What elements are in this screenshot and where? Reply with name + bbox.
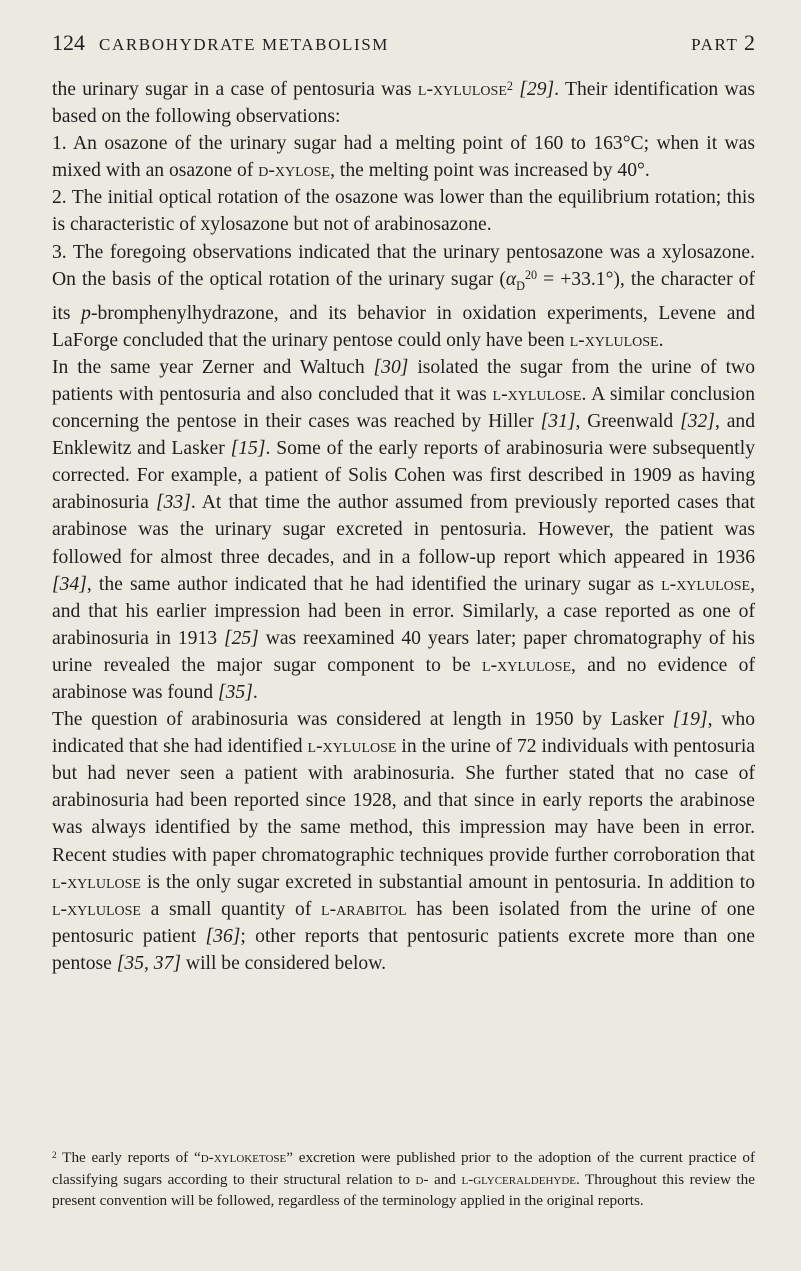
text-run: . Throughout this review the present convention will be followed, regardless of the terminology applied in the original reports. — [52, 1170, 755, 1209]
text-run: . Some of the early reports of arabinosuria were subsequently corrected. For example, a patient of Solis Cohen was first described in 1909 as having arabinosuria — [52, 438, 755, 514]
text-run: isolated the sugar from the urine of two patients with pentosuria and also concluded that it was — [52, 356, 755, 405]
chemical-name: l-xylulose — [307, 736, 397, 758]
text-run: and — [428, 1170, 462, 1188]
text-run: The question of arabinosuria was considered at length in 1950 by Lasker — [52, 709, 673, 731]
text-run: will be considered below. — [181, 952, 386, 974]
text-run: , the same author indicated that he had identified the urinary sugar as — [86, 573, 662, 595]
chemical-name: d- — [415, 1170, 429, 1188]
citation-ref: [36] — [205, 925, 241, 947]
chemical-name: d-xyloketose — [200, 1149, 287, 1166]
text-run: -bromphenylhydrazone, and its behavior in oxidation experiments, Levene and LaForge concluded that the urinary pentose could only have been — [52, 302, 755, 351]
paragraph-lasker — [52, 706, 755, 977]
citation-ref: [35] — [217, 681, 253, 703]
chemical-name: d-xylose — [258, 160, 331, 182]
part-number: 2 — [744, 30, 755, 55]
superscript-20: 20 — [524, 268, 538, 283]
text-run: . Their identification was based on the following observations: — [52, 79, 756, 128]
chemical-name: l-xylulose — [492, 383, 582, 405]
text-run: 2. The initial optical rotation of the osazone was lower than the equilibrium rotation; this is characteristic of xylosazone but not of arabinosazone. — [52, 187, 755, 236]
citation-ref: [33] — [155, 492, 191, 514]
subscript-d: D — [516, 278, 525, 293]
text-run: , Greenwald — [575, 411, 681, 433]
text-run: in the urine of 72 individuals with pentosuria but had never seen a patient with arabinosuria. She further stated that no case of arabinosuria had been reported since 1928, and that since in early reports the arabinose was always identified by the same method, this impression may have been in error. Recent studies with paper chromatographic techniques provide further corroboration that — [52, 736, 755, 866]
text-run: . — [252, 681, 258, 703]
text-run: ” excretion were published prior to the adoption of the current practice of classifying sugars according to their structural relation to — [52, 1149, 756, 1188]
paragraph-intro — [52, 76, 755, 130]
footnote-marker: 2 — [506, 78, 513, 93]
text-run: , and no evidence of arabinose was found — [52, 654, 755, 703]
text-run: , who indicated that she had identified — [52, 709, 755, 758]
citation-ref: [29] — [519, 79, 555, 100]
chemical-name: l-xylulose — [417, 79, 507, 100]
text-run: . A similar conclusion concerning the pentose in their cases was reached by Hiller — [52, 383, 756, 433]
text-run: , and Enklewitz and Lasker — [52, 411, 755, 460]
citation-ref: [35, 37] — [116, 952, 182, 974]
text-run: . At that time the author assumed from previously reported cases that arabinose was the urinary sugar excreted in pentosuria. However, the patient was followed for almost three decades, and in a follow-up report which appeared in 1936 — [52, 492, 755, 568]
citation-ref: [32] — [680, 411, 715, 433]
chemical-name: l-xylulose — [52, 871, 141, 893]
observation-2 — [52, 184, 755, 238]
text-run: = +33.1°), the character of its — [52, 268, 755, 324]
footnote-marker: 2 — [52, 1150, 57, 1161]
citation-ref: [30] — [373, 356, 409, 378]
text-run: was reexamined 40 years later; paper chromatography of his urine revealed the major sugar component to be — [52, 627, 755, 676]
para-prefix: p — [81, 302, 91, 324]
chemical-name: l-xylulose — [569, 329, 659, 351]
part-label — [691, 30, 755, 56]
observation-1 — [52, 130, 755, 184]
citation-ref: [25] — [223, 627, 259, 649]
text-run: a small quantity of — [140, 898, 322, 920]
running-title: CARBOHYDRATE METABOLISM — [99, 35, 389, 54]
footnote — [52, 1147, 755, 1212]
text-run: , the melting point was increased by 40°. — [330, 160, 650, 182]
chemical-name: l-glyceraldehyde — [461, 1170, 576, 1188]
chemical-name: l-arabitol — [321, 898, 407, 920]
part-word: PART — [691, 35, 739, 54]
text-run: has been isolated from the urine of one pentosuric patient — [52, 898, 755, 947]
header-left — [52, 30, 389, 56]
text-run: ; other reports that pentosuric patients excrete more than one pentose — [52, 925, 756, 974]
text-run: 1. An osazone of the urinary sugar had a melting point of 160 to 163°C; when it was mixed with an osazone of — [52, 133, 755, 182]
text-run: 3. The foregoing observations indicated that the urinary pentosazone was a xylosazone. On the basis of the optical rotation of the urinary sugar ( — [52, 241, 755, 290]
page-number: 124 — [52, 30, 85, 55]
citation-ref: [34] — [52, 573, 87, 595]
text-run: . — [658, 329, 664, 351]
citation-ref: [15] — [230, 438, 266, 460]
body-text — [52, 76, 755, 977]
citation-ref: [31] — [540, 411, 576, 433]
chemical-name: l-xylulose — [52, 898, 141, 920]
chemical-name: l-xylulose — [661, 573, 751, 595]
text-run: the urinary sugar in a case of pentosuria was — [52, 79, 418, 100]
footnote-text — [52, 1147, 755, 1212]
text-run: is the only sugar excreted in substantial amount in pentosuria. In addition to — [140, 871, 755, 893]
text-run: The early reports of “ — [56, 1149, 201, 1166]
text-run: , and that his earlier impression had been in error. Similarly, a case reported as one of arabinosuria in 1913 — [52, 573, 755, 649]
text-run: In the same year Zerner and Waltuch — [52, 356, 374, 378]
chemical-name: l-xylulose — [482, 654, 571, 676]
observation-3 — [52, 239, 755, 354]
paragraph-zerner-waltuch — [52, 354, 755, 706]
alpha-symbol: α — [505, 268, 517, 290]
citation-ref: [19] — [672, 709, 708, 731]
running-header — [52, 30, 755, 70]
